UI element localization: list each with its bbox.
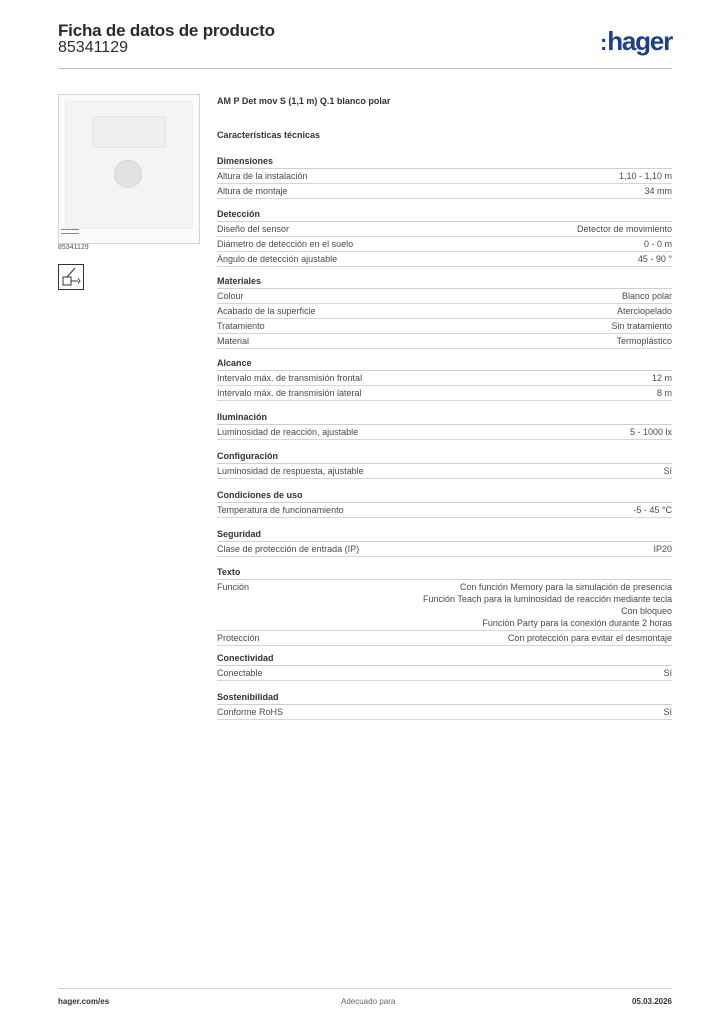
spec-label: Altura de la instalación bbox=[217, 171, 308, 181]
spec-section-title: Dimensiones bbox=[217, 155, 672, 169]
footer-date: 05.03.2026 bbox=[631, 997, 672, 1006]
spec-label: Diámetro de detección en el suelo bbox=[217, 239, 354, 249]
spec-row bbox=[217, 371, 672, 386]
spec-value bbox=[653, 543, 672, 555]
spec-section-title: Texto bbox=[217, 566, 672, 580]
spec-value-line: Función Party para la conexión durante 2 horas bbox=[482, 618, 672, 628]
spec-value bbox=[657, 387, 672, 399]
spec-value-line: 12 m bbox=[651, 373, 672, 383]
spec-row bbox=[217, 334, 672, 349]
spec-row bbox=[217, 425, 672, 440]
footer-suitable-for: Adecuado para bbox=[341, 997, 396, 1006]
spec-section bbox=[217, 208, 672, 267]
spec-row bbox=[217, 705, 672, 720]
image-caption: 85341129 bbox=[58, 244, 89, 251]
spec-label: Diseño del sensor bbox=[217, 224, 290, 234]
sensor-top-panel bbox=[92, 116, 166, 148]
spec-row bbox=[217, 542, 672, 557]
spec-value bbox=[577, 223, 672, 235]
spec-section-title: Seguridad bbox=[217, 528, 672, 542]
logo-prefix: : bbox=[600, 30, 607, 55]
scale-mark-icon bbox=[61, 229, 79, 234]
spec-label: Material bbox=[217, 336, 250, 346]
spec-row bbox=[217, 237, 672, 252]
spec-label: Intervalo máx. de transmisión frontal bbox=[217, 373, 363, 383]
spec-section bbox=[217, 450, 672, 479]
spec-section-title: Conectividad bbox=[217, 652, 672, 666]
spec-value-line: Blanco polar bbox=[621, 291, 672, 301]
spec-value bbox=[622, 290, 672, 302]
spec-row bbox=[217, 222, 672, 237]
spec-value-line: Detector de movimiento bbox=[576, 224, 672, 234]
spec-row bbox=[217, 386, 672, 401]
spec-label: Altura de montaje bbox=[217, 186, 288, 196]
spec-section bbox=[217, 275, 672, 349]
spec-value bbox=[630, 426, 672, 438]
spec-value-line: 34 mm bbox=[644, 186, 672, 196]
spec-value-line: 0 - 0 m bbox=[643, 239, 672, 249]
spec-value-line: -5 - 45 °C bbox=[633, 505, 672, 515]
spec-row bbox=[217, 666, 672, 681]
spec-value-line: Con bloqueo bbox=[620, 606, 672, 616]
product-code: 85341129 bbox=[58, 39, 128, 56]
spec-value-line: 45 - 90 ° bbox=[637, 254, 672, 264]
spec-label: Ángulo de detección ajustable bbox=[217, 254, 338, 264]
spec-value-line: 5 - 1000 lx bbox=[629, 427, 672, 437]
spec-section bbox=[217, 411, 672, 440]
spec-label: Conectable bbox=[217, 668, 263, 678]
spec-section-title: Configuración bbox=[217, 450, 672, 464]
spec-row bbox=[217, 464, 672, 479]
sensor-lens bbox=[114, 160, 142, 188]
hager-logo[interactable] bbox=[600, 26, 672, 57]
spec-value-line: Termoplástico bbox=[616, 336, 672, 346]
logo-text: hager bbox=[607, 26, 672, 56]
spec-row bbox=[217, 252, 672, 267]
spec-label: Tratamiento bbox=[217, 321, 265, 331]
header-divider bbox=[58, 68, 672, 69]
spec-value bbox=[652, 372, 672, 384]
spec-label: Función bbox=[217, 582, 250, 592]
product-image bbox=[65, 101, 193, 229]
spec-section bbox=[217, 155, 672, 199]
spec-value bbox=[663, 706, 672, 718]
spec-section bbox=[217, 528, 672, 557]
spec-row bbox=[217, 304, 672, 319]
spec-label: Conforme RoHS bbox=[217, 707, 284, 717]
spec-section bbox=[217, 489, 672, 518]
spec-value-line: Función Teach para la luminosidad de reacción mediante tecla bbox=[423, 594, 672, 604]
spec-row bbox=[217, 319, 672, 334]
page-title: Ficha de datos de producto bbox=[58, 21, 275, 40]
spec-section bbox=[217, 691, 672, 720]
spec-value bbox=[644, 238, 672, 250]
spec-value bbox=[611, 320, 672, 332]
spec-value bbox=[617, 305, 672, 317]
spec-label: Luminosidad de reacción, ajustable bbox=[217, 427, 359, 437]
spec-value-line: Sí bbox=[663, 668, 672, 678]
spec-row bbox=[217, 580, 672, 631]
spec-value-line: Aterciopelado bbox=[616, 306, 672, 316]
spec-value bbox=[508, 632, 672, 644]
spec-section-title: Detección bbox=[217, 208, 672, 222]
spec-value-line: Sin tratamiento bbox=[611, 321, 672, 331]
spec-section-title: Sostenibilidad bbox=[217, 691, 672, 705]
spec-label: Protección bbox=[217, 633, 260, 643]
spec-value bbox=[644, 185, 672, 197]
spec-value-line: 8 m bbox=[656, 388, 672, 398]
spec-value bbox=[616, 335, 672, 347]
spec-label: Acabado de la superficie bbox=[217, 306, 316, 316]
spec-label: Intervalo máx. de transmisión lateral bbox=[217, 388, 362, 398]
spec-value-line: IP20 bbox=[653, 544, 672, 554]
spec-value-line: Sí bbox=[663, 466, 672, 476]
spec-section-title: Materiales bbox=[217, 275, 672, 289]
spec-value-line: Con protección para evitar el desmontaje bbox=[507, 633, 672, 643]
spec-value bbox=[638, 253, 672, 265]
spec-value-line: Con función Memory para la simulación de presencia bbox=[459, 582, 672, 592]
spec-section-title: Alcance bbox=[217, 357, 672, 371]
spec-section bbox=[217, 652, 672, 681]
spec-value bbox=[663, 667, 672, 679]
spec-section-title: Iluminación bbox=[217, 411, 672, 425]
spec-row bbox=[217, 503, 672, 518]
spec-value bbox=[423, 581, 672, 629]
spec-label: Clase de protección de entrada (IP) bbox=[217, 544, 360, 554]
footer-website-link[interactable]: hager.com/es bbox=[58, 997, 110, 1006]
footer-divider bbox=[58, 988, 672, 989]
spec-section-title: Condiciones de uso bbox=[217, 489, 672, 503]
spec-value-line: Sí bbox=[663, 707, 672, 717]
spec-value bbox=[663, 465, 672, 477]
spec-value bbox=[619, 170, 672, 182]
spec-row bbox=[217, 631, 672, 646]
spec-section bbox=[217, 566, 672, 646]
spec-label: Luminosidad de respuesta, ajustable bbox=[217, 466, 364, 476]
spec-value bbox=[633, 504, 672, 516]
spec-label: Temperatura de funcionamiento bbox=[217, 505, 344, 515]
product-image-frame bbox=[58, 94, 200, 244]
spec-value-line: 1,10 - 1,10 m bbox=[618, 171, 672, 181]
motion-detector-symbol-icon bbox=[58, 264, 84, 290]
spec-section bbox=[217, 357, 672, 401]
spec-row bbox=[217, 184, 672, 199]
spec-row bbox=[217, 169, 672, 184]
spec-label: Colour bbox=[217, 291, 244, 301]
spec-row bbox=[217, 289, 672, 304]
tech-specs-title: Características técnicas bbox=[217, 130, 321, 140]
product-name: AM P Det mov S (1,1 m) Q.1 blanco polar bbox=[217, 96, 391, 106]
